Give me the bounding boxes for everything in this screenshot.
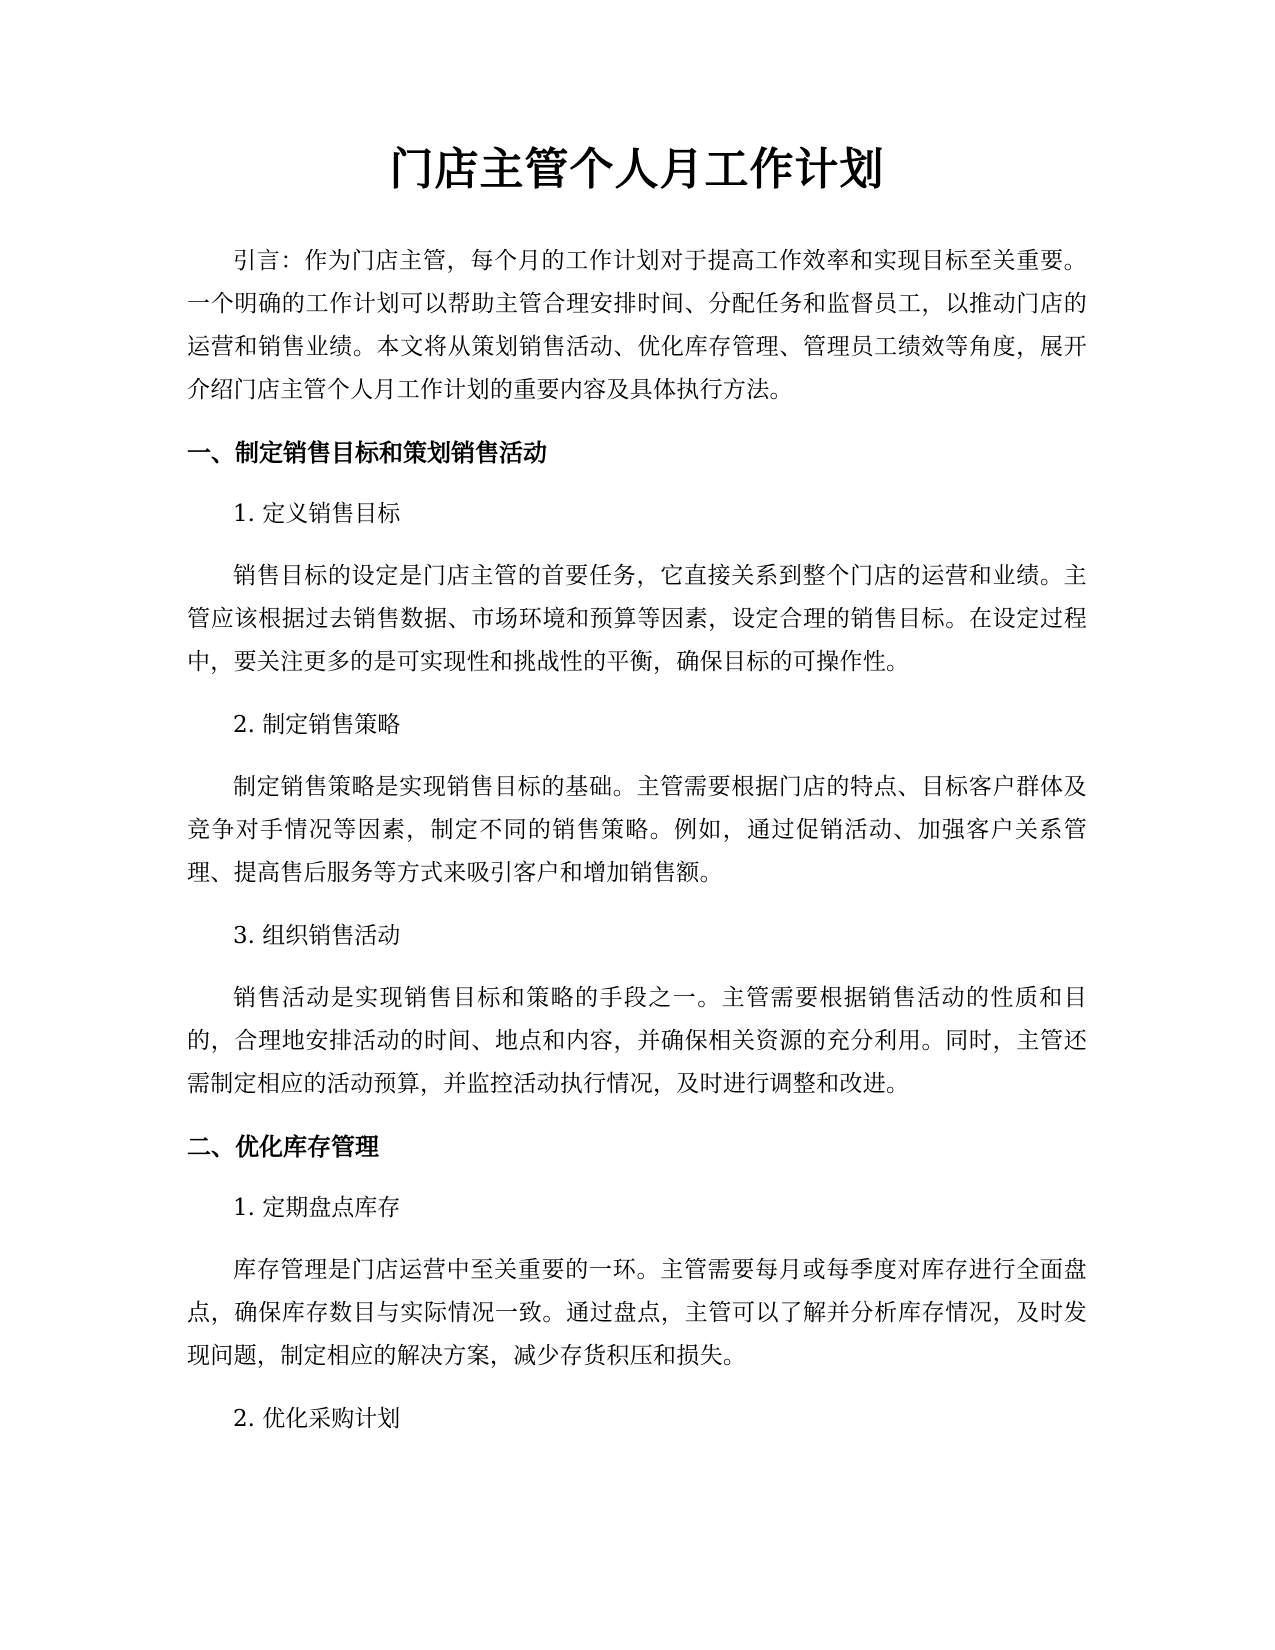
document-title: 门店主管个人月工作计划 (389, 144, 885, 195)
intro-paragraph: 引言：作为门店主管，每个月的工作计划对于提高工作效率和实现目标至关重要。一个明确的工作计划可以帮助主管合理安排时间、分配任务和监督员工，以推动门店的运营和销售业绩。本文将从策划销售活动、优化库存管理、管理员工绩效等角度，展开介绍门店主管个人月工作计划的重要内容及具体执行方法。 (187, 248, 1087, 403)
document-page (187, 140, 1087, 1439)
subheading: 1. 定期盘点库存 (233, 1195, 401, 1221)
body-paragraph: 销售活动是实现销售目标和策略的手段之一。主管需要根据销售活动的性质和目的，合理地安排活动的时间、地点和内容，并确保相关资源的充分利用。同时，主管还需制定相应的活动预算，并监控活动执行情况，及时进行调整和改进。 (187, 985, 1087, 1097)
subheading: 1. 定义销售目标 (233, 501, 401, 527)
section-sales (187, 433, 1087, 1127)
section-inventory (187, 1127, 1087, 1439)
subheading: 3. 组织销售活动 (233, 923, 401, 949)
section-heading: 二、优化库存管理 (187, 1133, 379, 1161)
body-paragraph: 库存管理是门店运营中至关重要的一环。主管需要每月或每季度对库存进行全面盘点，确保库存数目与实际情况一致。通过盘点，主管可以了解并分析库存情况，及时发现问题，制定相应的解决方案，减少存货积压和损失。 (187, 1257, 1087, 1369)
body-paragraph: 销售目标的设定是门店主管的首要任务，它直接关系到整个门店的运营和业绩。主管应该根据过去销售数据、市场环境和预算等因素，设定合理的销售目标。在设定过程中，要关注更多的是可实现性和挑战性的平衡，确保目标的可操作性。 (187, 563, 1087, 675)
body-paragraph: 制定销售策略是实现销售目标的基础。主管需要根据门店的特点、目标客户群体及竞争对手情况等因素，制定不同的销售策略。例如，通过促销活动、加强客户关系管理、提高售后服务等方式来吸引客户和增加销售额。 (187, 774, 1087, 886)
section-heading: 一、制定销售目标和策划销售活动 (187, 439, 547, 467)
subheading: 2. 制定销售策略 (233, 712, 401, 738)
subheading: 2. 优化采购计划 (233, 1406, 401, 1432)
